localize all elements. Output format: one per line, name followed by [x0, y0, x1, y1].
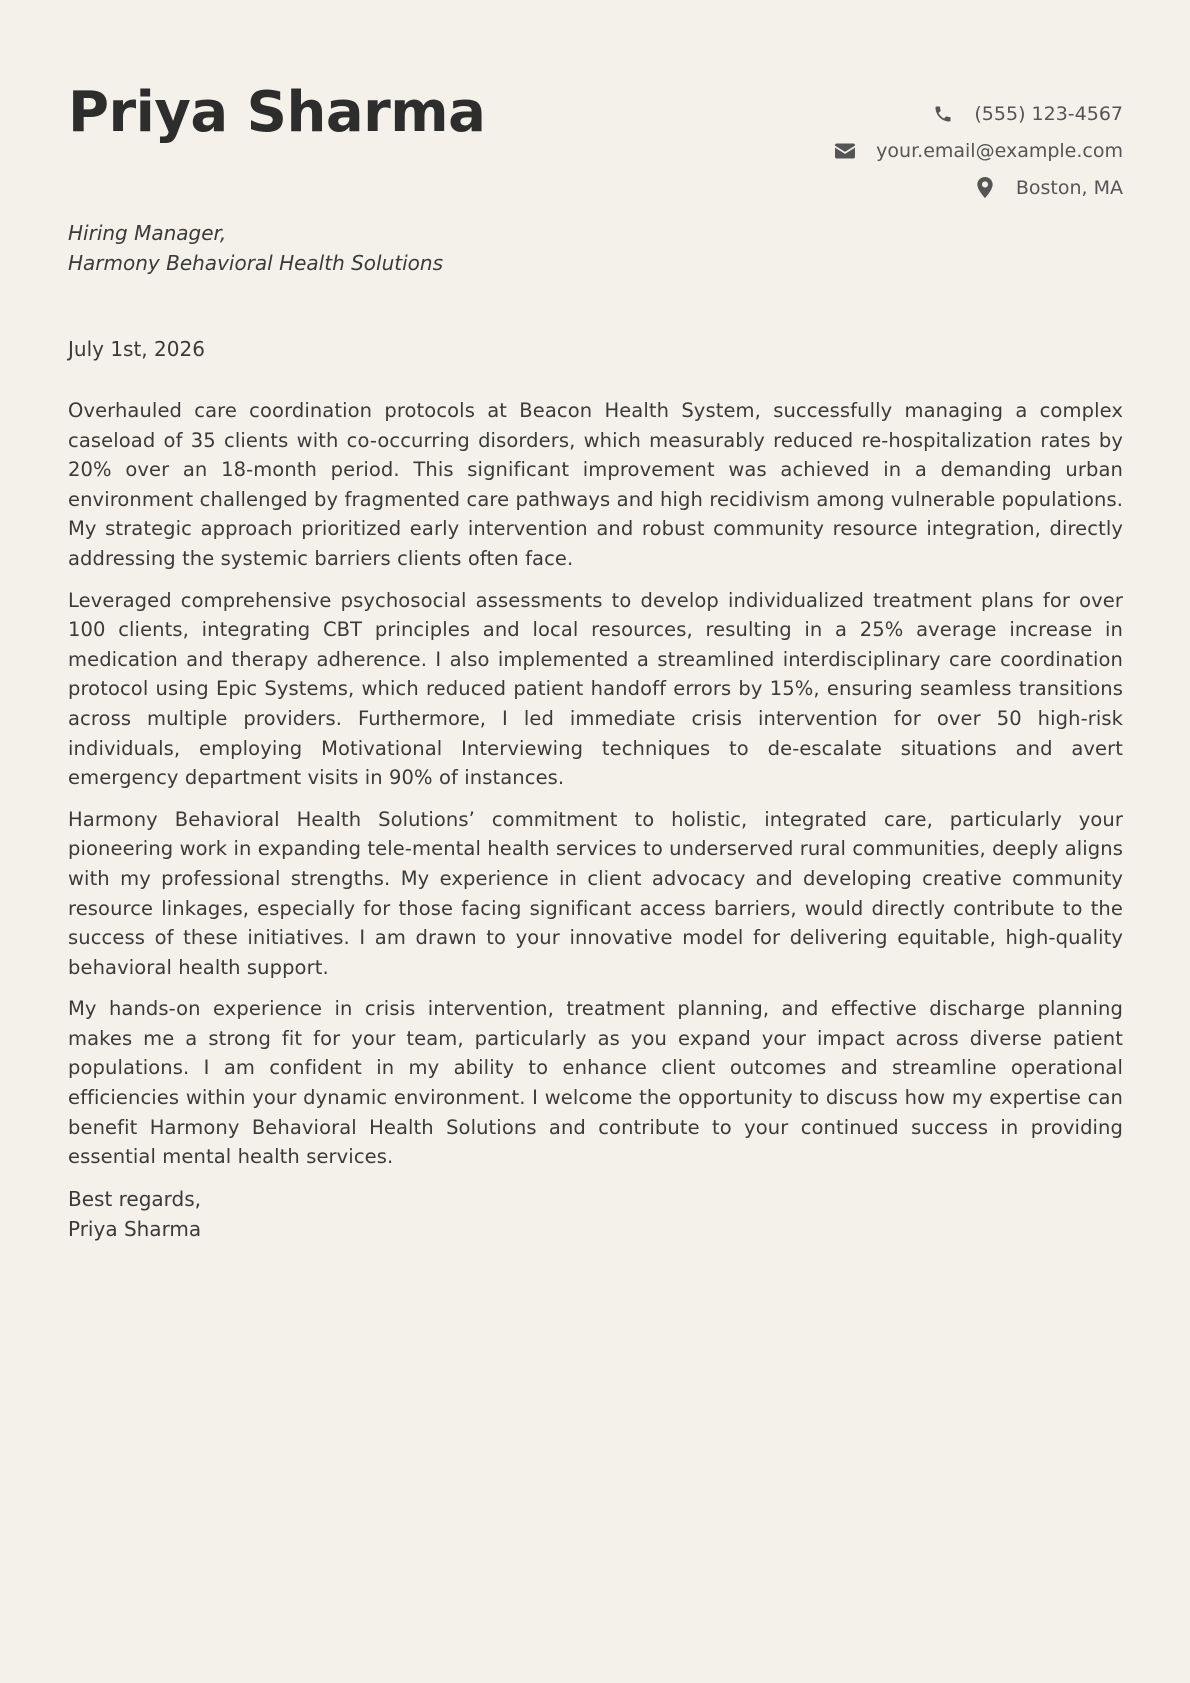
location: Boston, MA — [1015, 176, 1123, 199]
recipient-company: Harmony Behavioral Health Solutions — [68, 251, 444, 275]
contact-email — [834, 132, 1123, 169]
phone-number: (555) 123-4567 — [974, 102, 1123, 125]
letter-body — [68, 396, 1123, 1244]
email-address: your.email@example.com — [876, 139, 1123, 162]
map-marker-icon — [974, 177, 996, 199]
recipient-title: Hiring Manager, — [68, 221, 227, 245]
cover-letter-page — [68, 0, 1123, 1683]
phone-icon — [932, 103, 954, 125]
signature-name: Priya Sharma — [68, 1216, 202, 1241]
contact-block — [834, 95, 1123, 206]
closing-block — [68, 1184, 1123, 1244]
body-paragraph: Overhauled care coordination protocols at Beacon Health System, successfully managing a complex caseload of 35 clients with co-occurring disorders, which measurably reduced re-hospitalization rates by 20% over an 18-month period. This significant improvement was achieved in a demanding urban environment challenged by fragmented care pathways and high recidivism among vulnerable populations. My strategic approach prioritized early intervention and robust community resource integration, directly addressing the systemic barriers clients often face. — [68, 399, 1123, 570]
closing-salutation: Best regards, — [68, 1186, 202, 1211]
contact-phone — [834, 95, 1123, 132]
recipient-block — [68, 218, 443, 278]
envelope-icon — [834, 140, 856, 162]
letter-date: July 1st, 2026 — [68, 337, 205, 361]
body-paragraph: Harmony Behavioral Health Solutions’ commitment to holistic, integrated care, particularly your pioneering work in expanding tele-mental health services to underserved rural communities, deeply aligns with my professional strengths. My experience in client advocacy and developing creative community resource linkages, especially for those facing significant access barriers, would directly contribute to the success of these initiatives. I am drawn to your innovative model for delivering equitable, high-quality behavioral health support. — [68, 807, 1123, 979]
contact-location — [834, 169, 1123, 206]
body-paragraph: My hands-on experience in crisis intervention, treatment planning, and effective discharge planning makes me a strong fit for your team, particularly as you expand your impact across diverse patient populations. I am confident in my ability to enhance client outcomes and streamline operational efficiencies within your dynamic environment. I welcome the opportunity to discuss how my expertise can benefit Harmony Behavioral Health Solutions and contribute to your continued success in providing essential mental health services. — [68, 997, 1123, 1169]
letter-header — [68, 0, 1123, 210]
applicant-name: Priya Sharma — [68, 80, 486, 145]
body-paragraph: Leveraged comprehensive psychosocial assessments to develop individualized treatment plans for over 100 clients, integrating CBT principles and local resources, resulting in a 25% average increase in medication and therapy adherence. I also implemented a streamlined interdisciplinary care coordination protocol using Epic Systems, which reduced patient handoff errors by 15%, ensuring seamless transitions across multiple providers. Furthermore, I led immediate crisis intervention for over 50 high-risk individuals, employing Motivational Interviewing techniques to de-escalate situations and avert emergency department visits in 90% of instances. — [68, 588, 1123, 790]
